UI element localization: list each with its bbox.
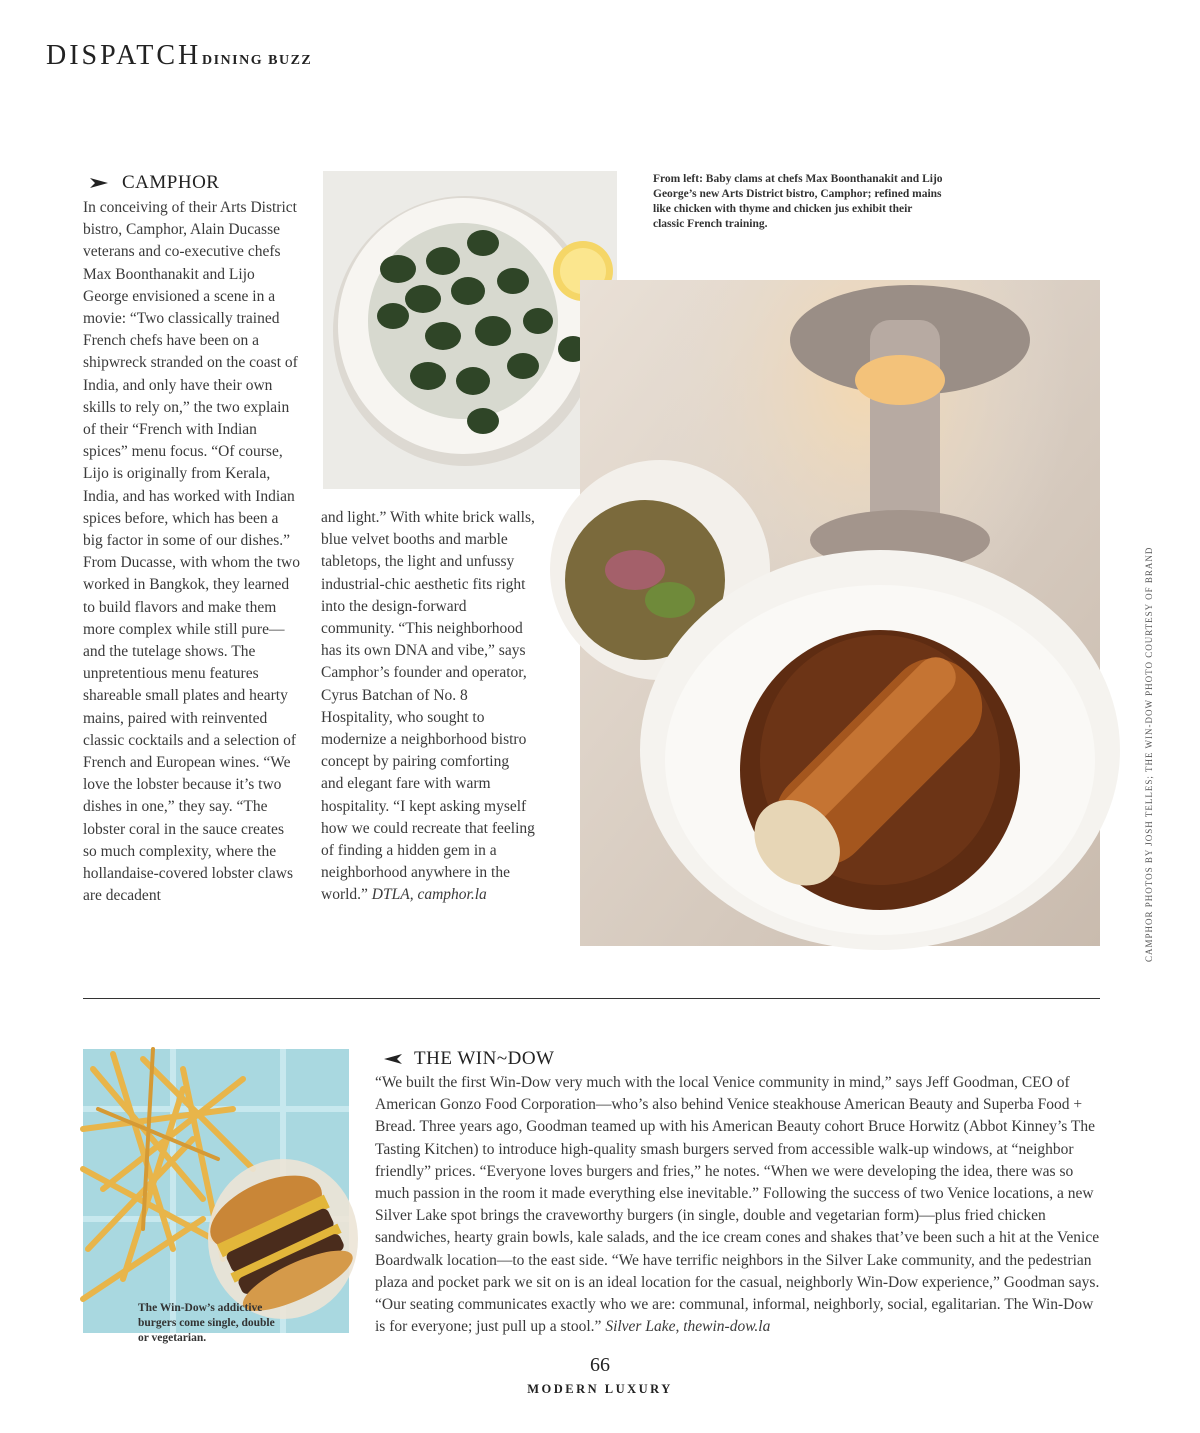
window-heading (380, 1048, 554, 1070)
section-divider (83, 998, 1100, 999)
section-subtitle: DINING BUZZ (202, 53, 313, 68)
camphor-col2-text: and light.” With white brick walls, blue velvet booths and marble tabletops, the light and unfussy industrial-chic aesthetic fits right into the design-forward community. “This neighborhood has its own DNA and vibe,” says Camphor’s founder and operator, Cyrus Batchan of No. 8 Hospitality, who sought to modernize a neighborhood bistro concept by pairing comforting and elegant fare with warm hospitality. “I kept asking myself how we could recreate that feeling of finding a hidden gem in a neighborhood anywhere in the world.” (321, 509, 535, 904)
arrow-left-icon (380, 1052, 404, 1066)
camphor-heading-text: CAMPHOR (122, 172, 220, 193)
window-heading-text: THE WIN~DOW (414, 1048, 555, 1069)
window-body-text: “We built the first Win-Dow very much with the local Venice community in mind,” says Jeff Goodman, CEO of American Gonzo Food Corporation—who’s also behind Venice steakhouse American Beauty and Superba Food + Bread. Three years ago, Goodman teamed up with his American Beauty cohort Bruce Horwitz (Abbot Kinney’s The Tasting Kitchen) to introduce high-quality smash burgers served from accessible walk-up windows, at “neighbor friendly” prices. “Everyone loves burgers and fries,” he notes. “When we were developing the idea, there was so much passion in the room it made everything else inevitable.” Following the success of two Venice locations, a new Silver Lake spot brings the craveworthy burgers (in single, double and vegetarian form)—plus fried chicken sandwiches, hearty grain bowls, kale salads, and the ice cream cones and shakes that’ve been such a hit at the Venice Boardwalk location—to the east side. “We have terrific neighbors in the Silver Lake community, and the pedestrian plaza and pocket park we sit on is an ideal location for the casual, neighborly Win-Dow experience,” Goodman says. “Our seating communicates exactly who we are: communal, informal, neighborly, social, egalitarian. The Win-Dow is for everyone; just pull up a stool.” (375, 1074, 1100, 1336)
clams-photo (323, 171, 617, 489)
burger-photo (83, 1049, 349, 1344)
arrow-right-icon (88, 176, 112, 190)
camphor-col1-text: In conceiving of their Arts District bistro, Camphor, Alain Ducasse veterans and co-executive chefs Max Boonthanakit and Lijo George envisioned a scene in a movie: “Two classically trained French chefs have been on a shipwreck stranded on the coast of India, and only have their own skills to rely on,” the two explain of their “French with Indian spices” menu focus. “Of course, Lijo is originally from Kerala, India, and has worked with Indian spices before, which has been a big factor in some of our dishes.” From Ducasse, with whom the two worked in Bangkok, they learned to build flavors and make them more complex while still pure—and the tutelage shows. The unpretentious menu features shareable small plates and hearty mains, paired with reinvented classic cocktails and a selection of French and European wines. “We love the lobster because it’s two dishes in one,” they say. “The lobster coral in the sauce creates so much complexity, where the hollandaise-covered lobster claws are decadent (83, 199, 300, 905)
page-number: 66 (590, 1354, 610, 1376)
photo-credit: CAMPHOR PHOTOS BY JOSH TELLES; THE WIN-DOW PHOTO COURTESY OF BRAND (1144, 546, 1154, 962)
publication-name: MODERN LUXURY (527, 1382, 673, 1396)
chicken-photo (580, 280, 1100, 946)
burger-caption: The Win-Dow’s addictive burgers come single, double or vegetarian. (138, 1302, 275, 1344)
camphor-caption: From left: Baby clams at chefs Max Boonthanakit and Lijo George’s new Arts District bistro, Camphor; refined mains like chicken with thyme and chicken jus exhibit their classic French training. (653, 173, 943, 230)
camphor-column-1 (83, 197, 301, 908)
camphor-column-2 (321, 507, 535, 907)
window-body (375, 1072, 1103, 1338)
window-location: Silver Lake, thewin-dow.la (605, 1318, 771, 1336)
camphor-location: DTLA, camphor.la (371, 886, 487, 904)
camphor-heading (88, 172, 219, 194)
section-title: DISPATCH (46, 40, 202, 71)
